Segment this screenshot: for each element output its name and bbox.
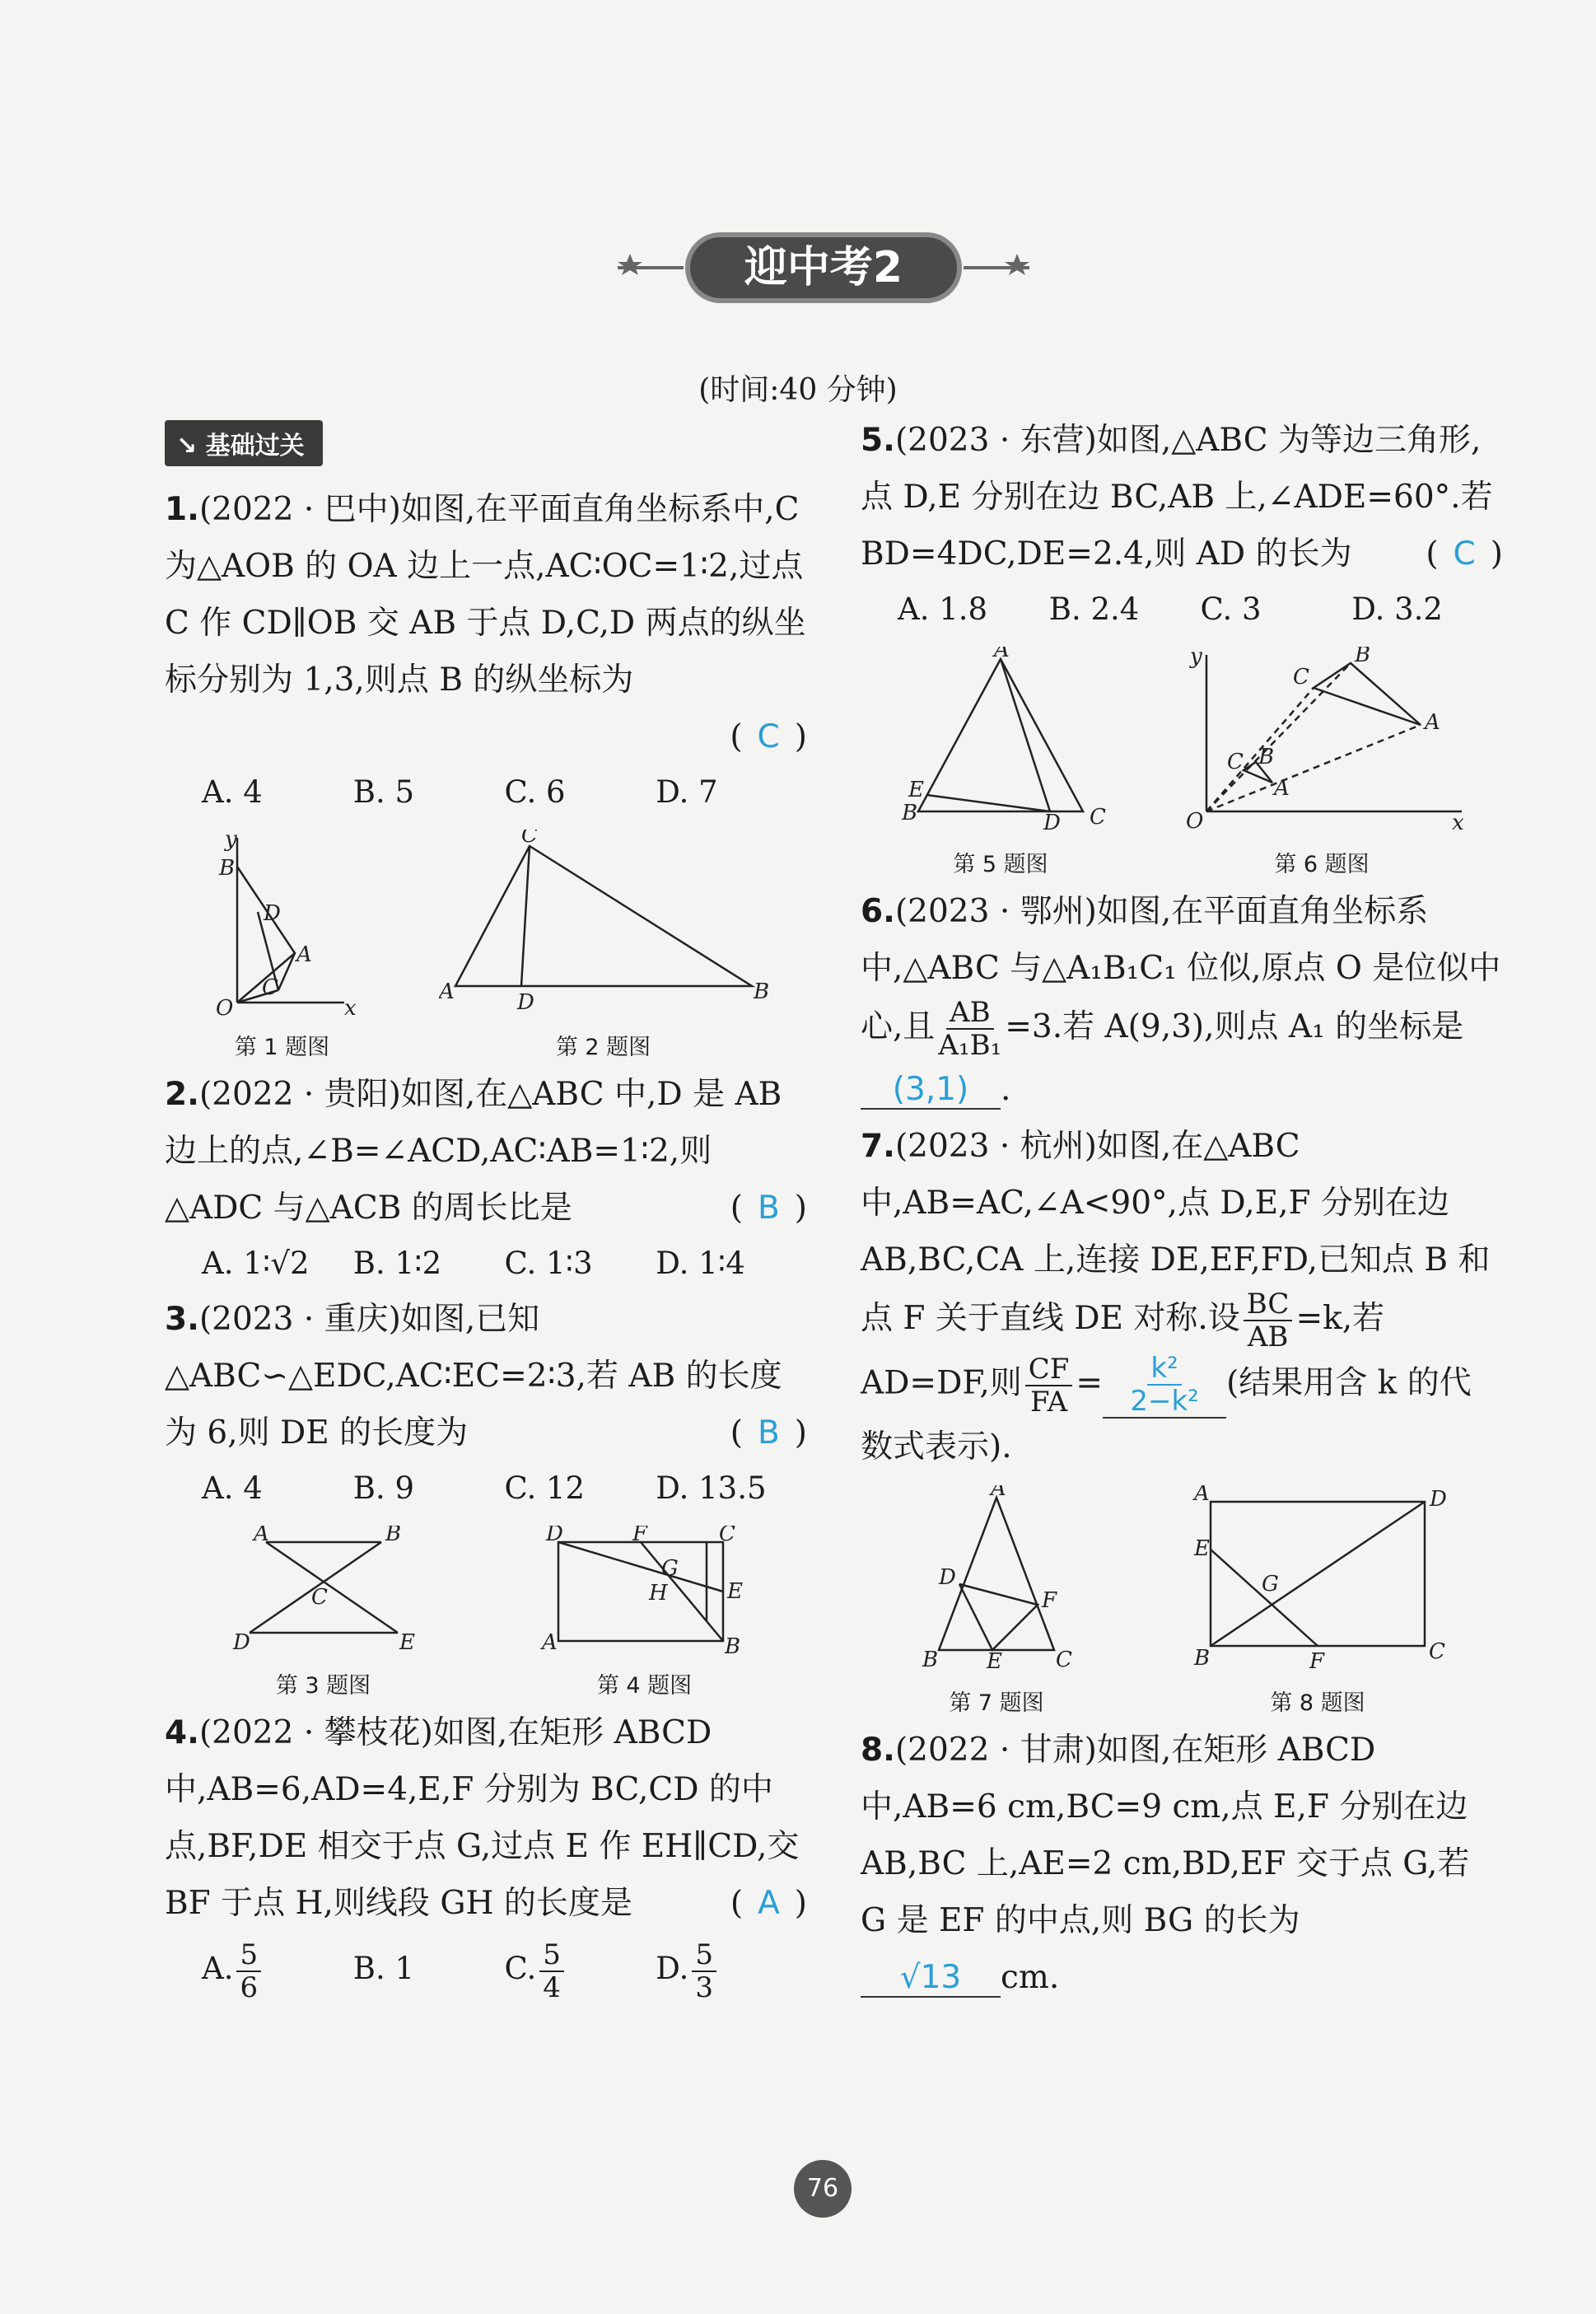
question-6: 6.(2023 · 鄂州)如图,在平面直角坐标系中,△ABC 与△A₁B₁C₁ 位似,原点 O 是位似中心,且 $\frac{AB}{\text{A₁B₁}}$ =3.若 A(9,3),则点 A₁ 的坐标是(3,1) . <box>861 893 1501 1108</box>
question-text: (2022 · 甘肃)如图,在矩形 ABCD 中,AB=6 cm,BC=9 cm,点 E,F 分别在边 AB,BC 上,AE=2 cm,BD,EF 交于点 G,若 G 是 EF 的中点,则 BG 的长为 <box>861 1732 1470 1939</box>
time-limit: (时间:40 分钟) <box>698 373 898 407</box>
svg-text:F: F <box>1309 1649 1325 1674</box>
figure-4: D F C G H E A B 第 4 题图 <box>534 1526 756 1699</box>
svg-text:A: A <box>994 647 1010 662</box>
svg-text:C: C <box>1429 1639 1445 1664</box>
svg-text:O: O <box>215 996 233 1019</box>
question-text: (2023 · 东营)如图,△ABC 为等边三角形,点 D,E 分别在边 BC,AB 上,∠ADE=60°.若 BD=4DC,DE=2.4,则 AD 的长为 <box>861 422 1493 573</box>
options-q3: A. 4 B. 9 C. 12 D. 13.5 <box>202 1470 767 1506</box>
options-q4: A. $\frac{5}{6}$ B. 1 C. $\frac{5}{4}$ D. $\frac{5}{3}$ <box>165 1932 807 2006</box>
page-number: 76 <box>794 2160 852 2218</box>
banner-title: 迎中考2 <box>744 243 903 292</box>
question-1: 1.(2022 · 巴中)如图,在平面直角坐标系中,C 为△AOB 的 OA 边上一点,AC∶OC=1∶2,过点 C 作 CD∥OB 交 AB 于点 D,C,D 两点的纵坐标分别为 1,3,则点 B 的纵坐标为 ( C ) <box>165 481 807 765</box>
figure-1: B D A C O x y 第 1 题图 <box>204 830 361 1061</box>
svg-text:D: D <box>263 901 281 926</box>
svg-text:A: A <box>438 979 455 1004</box>
answer-bracket: ( B ) <box>730 1414 807 1452</box>
svg-text:A: A <box>1194 1485 1210 1506</box>
svg-text:A: A <box>296 942 312 967</box>
svg-text:D: D <box>1043 811 1061 835</box>
question-8: 8.(2022 · 甘肃)如图,在矩形 ABCD 中,AB=6 cm,BC=9 cm,点 E,F 分别在边 AB,BC 上,AE=2 cm,BD,EF 交于点 G,若 G 是 EF 的中点,则 BG 的长为 √13 cm. <box>861 1732 1470 1996</box>
options-q1: A. 4 B. 5 C. 6 D. 7 <box>202 774 718 810</box>
svg-text:A: A <box>541 1630 558 1655</box>
figure-2: A D B C 第 2 题图 <box>439 830 768 1061</box>
star-icon <box>1005 254 1029 275</box>
svg-text:E: E <box>726 1579 743 1604</box>
svg-text:x: x <box>343 996 357 1019</box>
question-7: 7.(2023 · 杭州)如图,在△ABC 中,AB=AC,∠A<90°,点 D,E,F 分别在边 AB,BC,CA 上,连接 DE,EF,FD,已知点 B 和点 F 关于直线 DE 对称.设 $\frac{BC}{AB}$ =k,若 AD=DF,则 $\frac{CF}{FA}$ = $\frac{\text{k²}}{\text{2−k²}}$ (结果用含 k 的代数式表示). <box>861 1128 1491 1466</box>
chapter-banner <box>609 222 1038 313</box>
svg-text:C: C <box>1056 1648 1072 1672</box>
right-column <box>861 412 1503 2006</box>
svg-text:A: A <box>1274 776 1290 801</box>
options-q5: A. 1.8 B. 2.4 C. 3 D. 3.2 <box>898 591 1443 627</box>
question-text: (2022 · 攀枝花)如图,在矩形 ABCD 中,AB=6,AD=4,E,F 分别为 BC,CD 的中点,BF,DE 相交于点 G,过点 E 作 EH∥CD,交 BF 于点 H,则线段 GH 的长度是 <box>165 1714 800 1922</box>
svg-text:B: B <box>922 1648 939 1672</box>
svg-text:B: B <box>753 979 768 1004</box>
question-text: (2022 · 贵阳)如图,在△ABC 中,D 是 AB 边上的点,∠B=∠ACD,AC∶AB=1∶2,则△ADC 与△ACB 的周长比是 <box>165 1076 782 1227</box>
answer-blank: (3,1) <box>861 1072 1001 1110</box>
svg-text:C: C <box>1090 805 1106 830</box>
svg-text:D: D <box>516 990 534 1015</box>
svg-text:A: A <box>991 1485 1006 1501</box>
svg-text:D: D <box>232 1630 250 1655</box>
svg-text:G: G <box>1262 1572 1279 1596</box>
answer-blank: $\frac{\text{k²}}{\text{2−k²}}$ <box>1103 1353 1226 1419</box>
svg-text:E: E <box>399 1630 415 1655</box>
figure-6: C B A C B A O x y 第 6 题图 <box>1174 647 1470 878</box>
question-text: (2023 · 重庆)如图,已知△ABC∽△EDC,AC∶EC=2∶3,若 AB 的长度为 6,则 DE 的长度为 <box>165 1301 782 1452</box>
svg-text:D: D <box>939 1565 956 1590</box>
svg-text:B: B <box>1355 647 1371 667</box>
svg-text:O: O <box>1186 809 1204 834</box>
left-column <box>165 420 807 2006</box>
svg-text:C: C <box>310 1585 328 1610</box>
svg-text:B: B <box>1258 745 1275 769</box>
svg-text:D: D <box>545 1526 563 1546</box>
answer-bracket: ( B ) <box>730 1190 807 1227</box>
svg-text:E: E <box>1194 1536 1210 1561</box>
figure-7: A B C D E F 第 7 题图 <box>914 1485 1079 1717</box>
svg-text:B: B <box>1194 1646 1211 1671</box>
answer-bracket: ( C ) <box>1426 535 1503 573</box>
svg-text:B: B <box>218 856 235 881</box>
svg-text:B: B <box>385 1526 401 1546</box>
svg-text:C: C <box>261 975 278 1000</box>
figure-8: A D E G B F C 第 8 题图 <box>1186 1485 1449 1717</box>
section-tag: ↘ 基础过关 <box>165 420 323 466</box>
svg-text:B: B <box>902 801 918 825</box>
svg-text:F: F <box>1042 1588 1057 1613</box>
svg-text:E: E <box>908 778 924 802</box>
svg-text:y: y <box>224 830 237 852</box>
svg-text:D: D <box>1430 1487 1447 1512</box>
options-q2: A. 1∶√2 B. 1∶2 C. 1∶3 D. 1∶4 <box>202 1246 745 1281</box>
svg-text:C: C <box>1293 665 1309 690</box>
svg-text:E: E <box>987 1649 1002 1674</box>
question-5: 5.(2023 · 东营)如图,△ABC 为等边三角形,点 D,E 分别在边 BC,AB 上,∠ADE=60°.若 BD=4DC,DE=2.4,则 AD 的长为 ( C ) <box>861 412 1503 582</box>
arrow-icon: ↘ <box>176 432 206 460</box>
answer-bracket: ( A ) <box>730 1885 807 1922</box>
star-icon <box>618 254 642 275</box>
svg-text:A: A <box>1425 710 1440 735</box>
question-4: 4.(2022 · 攀枝花)如图,在矩形 ABCD 中,AB=6,AD=4,E,F 分别为 BC,CD 的中点,BF,DE 相交于点 G,过点 E 作 EH∥CD,交 BF 于点 H,则线段 GH 的长度是 ( A ) <box>165 1704 807 1932</box>
svg-text:F: F <box>632 1526 647 1546</box>
answer-bracket: ( C ) <box>730 718 807 755</box>
svg-text:C: C <box>1227 750 1244 774</box>
svg-text:y: y <box>1190 647 1202 669</box>
svg-text:x: x <box>1452 811 1464 835</box>
svg-text:C: C <box>718 1526 735 1546</box>
svg-text:B: B <box>724 1634 740 1657</box>
question-text: (2022 · 巴中)如图,在平面直角坐标系中,C 为△AOB 的 OA 边上一点,AC∶OC=1∶2,过点 C 作 CD∥OB 交 AB 于点 D,C,D 两点的纵坐标分别为 1,3,则点 B 的纵坐标为 <box>165 491 806 699</box>
figure-5: A B C D E 第 5 题图 <box>894 647 1108 878</box>
svg-text:A: A <box>253 1526 269 1546</box>
figure-3: A B C D E 第 3 题图 <box>217 1526 431 1699</box>
svg-text:H: H <box>648 1581 668 1606</box>
question-2: 2.(2022 · 贵阳)如图,在△ABC 中,D 是 AB 边上的点,∠B=∠ACD,AC∶AB=1∶2,则△ADC 与△ACB 的周长比是 ( B ) <box>165 1066 807 1236</box>
svg-text:G: G <box>660 1556 679 1581</box>
question-3: 3.(2023 · 重庆)如图,已知△ABC∽△EDC,AC∶EC=2∶3,若 AB 的长度为 6,则 DE 的长度为 ( B ) <box>165 1291 807 1461</box>
svg-text:C: C <box>520 830 538 848</box>
answer-blank: √13 <box>861 1960 1001 1998</box>
